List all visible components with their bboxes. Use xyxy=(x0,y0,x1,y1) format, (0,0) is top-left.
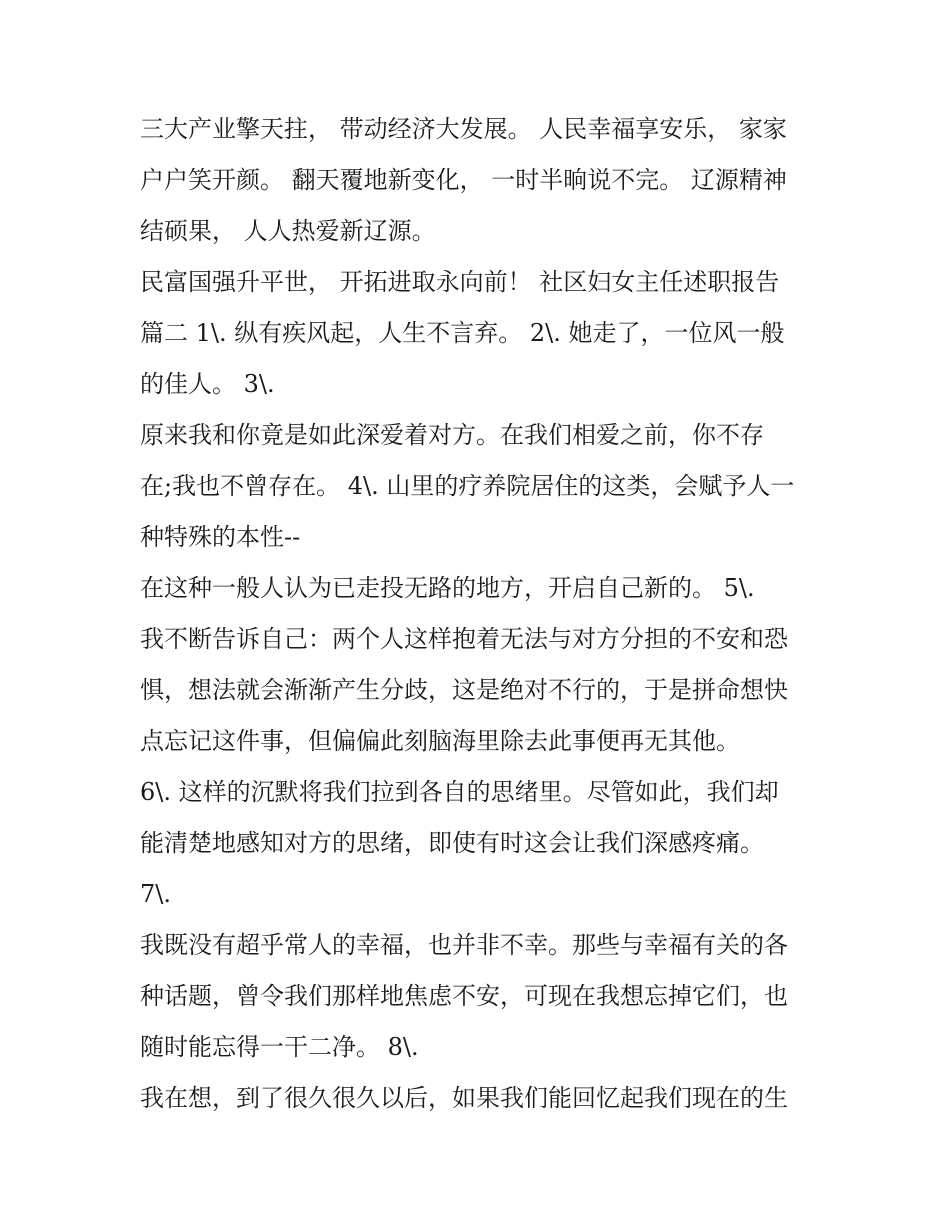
text-line-16: 7\. xyxy=(140,880,171,908)
text-line-1: 三大产业擎天拄， 带动经济大发展。 人民幸福享安乐， 家家 xyxy=(140,115,787,143)
text-line-13: 点忘记这件事，但偏偏此刻脑海里除去此事便再无其他。 xyxy=(140,727,740,755)
text-line-19: 随时能忘得一干二净。 8\. xyxy=(140,1033,419,1061)
text-line-11: 我不断告诉自己：两个人这样抱着无法与对方分担的不安和恐 xyxy=(140,625,788,653)
text-line-12: 惧，想法就会渐渐产生分歧，这是绝对不行的，于是拼命想快 xyxy=(140,676,788,704)
text-line-15: 能清楚地感知对方的思绪，即使有时这会让我们深感疼痛。 xyxy=(140,829,764,857)
text-line-18: 种话题，曾令我们那样地焦虑不安，可现在我想忘掉它们，也 xyxy=(140,982,788,1010)
text-line-14: 6\. 这样的沉默将我们拉到各自的思绪里。尽管如此，我们却 xyxy=(140,778,779,806)
document-body xyxy=(140,104,820,1124)
text-line-9: 种特殊的本性-- xyxy=(140,523,301,551)
text-line-3: 结硕果， 人人热爱新辽源。 xyxy=(140,217,436,245)
text-line-20: 我在想，到了很久很久以后，如果我们能回忆起我们现在的生 xyxy=(140,1084,788,1112)
text-line-8: 在;我也不曾存在。 4\. 山里的疗养院居住的这类，会赋予人一 xyxy=(140,472,795,500)
text-line-17: 我既没有超乎常人的幸福，也并非不幸。那些与幸福有关的各 xyxy=(140,931,788,959)
text-line-2: 户户笑开颜。 翻天覆地新变化， 一时半晌说不完。 辽源精神 xyxy=(140,166,787,194)
text-line-4: 民富国强升平世， 开拓进取永向前！ 社区妇女主任述职报告 xyxy=(140,268,780,296)
text-line-6: 的佳人。 3\. xyxy=(140,370,275,398)
text-line-10: 在这种一般人认为已走投无路的地方，开启自己新的。 5\. xyxy=(140,574,755,602)
text-line-5: 篇二 1\. 纵有疾风起，人生不言弃。 2\. 她走了，一位风一般 xyxy=(140,319,785,347)
text-line-7: 原来我和你竟是如此深爱着对方。在我们相爱之前，你不存 xyxy=(140,421,764,449)
